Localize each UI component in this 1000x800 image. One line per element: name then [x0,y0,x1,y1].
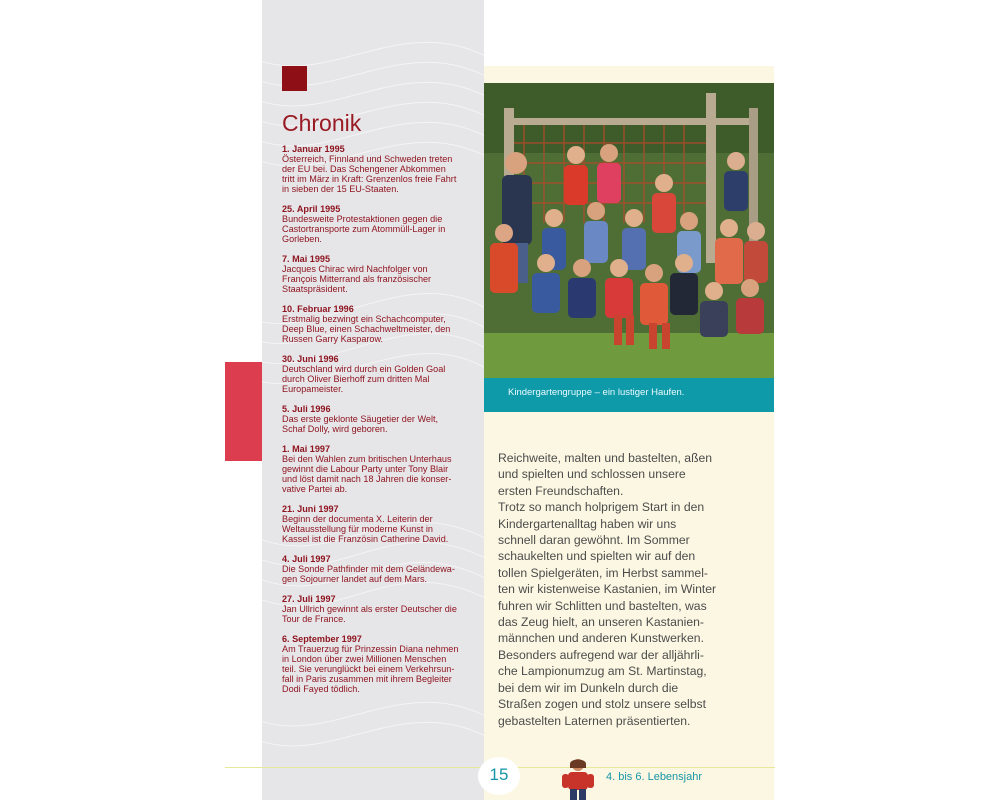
photo-caption: Kindergartengruppe – ein lustiger Haufen. [508,387,685,398]
chronik-entry [282,254,482,294]
entry-text: Jacques Chirac wird Nachfolger von François Mitterrand als französischer Staatspräsident. [282,264,432,294]
entry-text: Bundesweite Protestaktionen gegen die Castortransporte zum Atommüll-Lager in Gorleben. [282,214,446,244]
entry-text: Erstmalig bezwingt ein Schachcomputer, Deep Blue, einen Schachweltmeister, den Russen Garry Kasparow. [282,314,451,344]
chronik-entry [282,204,482,244]
chronik-entry [282,634,482,694]
kindergarten-group-photo [484,83,774,378]
entry-date: 10. Februar 1996 [282,304,354,314]
chronik-entry [282,144,482,194]
entry-date: 7. Mai 1995 [282,254,331,264]
section-marker-square [282,66,307,91]
photo-illustration [484,83,774,378]
entry-text: Österreich, Finnland und Schweden treten der EU bei. Das Schengener Abkommen tritt im März in Kraft: Grenzenlos freie Fahrt in sieben der 15 EU-Staaten. [282,154,457,194]
chronik-entry [282,404,482,434]
entry-date: 27. Juli 1997 [282,594,336,604]
entry-date: 21. Juni 1997 [282,504,339,514]
entry-date: 1. Januar 1995 [282,144,345,154]
child-figure-icon [558,756,598,800]
entry-date: 4. Juli 1997 [282,554,331,564]
entry-text: Das erste geklonte Säugetier der Welt, Schaf Dolly, wird geboren. [282,414,439,434]
entry-text: Am Trauerzug für Prinzessin Diana nehmen in London über zwei Millionen Menschen teil. Sie verunglückt bei einem Verkehrsun- fall in Paris zusammen mit ihrem Begleiter Dodi Fayed tödlich. [282,644,459,694]
chronik-entry [282,354,482,394]
body-paragraph: Reichweite, malten und bastelten, aßen und spielten und schlossen unsere ersten Freundschaften. Trotz so manch holprigem Start in den Kindergartenalltag haben wir uns schnell daran gewöhnt. Im Sommer schaukelten und spielten wir auf den tollen Spielgeräten, im Herbst sammel- ten wir kistenweise Kastanien, im Winter fuhren wir Schlitten und bastelten, was das Zeug hielt, an unseren Kastanien- männchen und anderen Kunstwerken. Besonders aufregend war der alljährli- che Lampionumzug am St. Martinstag, bei dem wir im Dunkeln durch die Straßen zogen und stolz unsere selbst gebastelten Laternen präsentierten. [498,451,717,728]
chronik-entry [282,504,482,544]
entry-text: Die Sonde Pathfinder mit dem Geländewa- gen Sojourner landet auf dem Mars. [282,564,455,584]
entry-text: Beginn der documenta X. Leiterin der Weltausstellung für moderne Kunst in Kassel ist die Französin Catherine David. [282,514,449,544]
section-label: 4. bis 6. Lebensjahr [606,771,703,783]
chronik-entry [282,444,482,494]
chronik-entry [282,554,482,584]
entry-text: Bei den Wahlen zum britischen Unterhaus gewinnt die Labour Party unter Tony Blair und löst damit nach 18 Jahren die konser- vative Partei ab. [282,454,452,494]
entry-date: 30. Juni 1996 [282,354,339,364]
chronik-entry [282,594,482,624]
entry-date: 25. April 1995 [282,204,341,214]
entry-date: 6. September 1997 [282,634,362,644]
entry-text: Deutschland wird durch ein Golden Goal durch Oliver Bierhoff zum dritten Mal Europameister. [282,364,446,394]
chronik-list [282,144,482,704]
photo-caption-bar [484,378,774,412]
accent-tab [225,362,262,461]
chronik-entry [282,304,482,344]
chronik-title: Chronik [282,110,362,136]
entry-text: Jan Ullrich gewinnt als erster Deutscher die Tour de France. [282,604,457,624]
entry-date: 1. Mai 1997 [282,444,331,454]
entry-date: 5. Juli 1996 [282,404,331,414]
page-number: 15 [478,757,520,795]
